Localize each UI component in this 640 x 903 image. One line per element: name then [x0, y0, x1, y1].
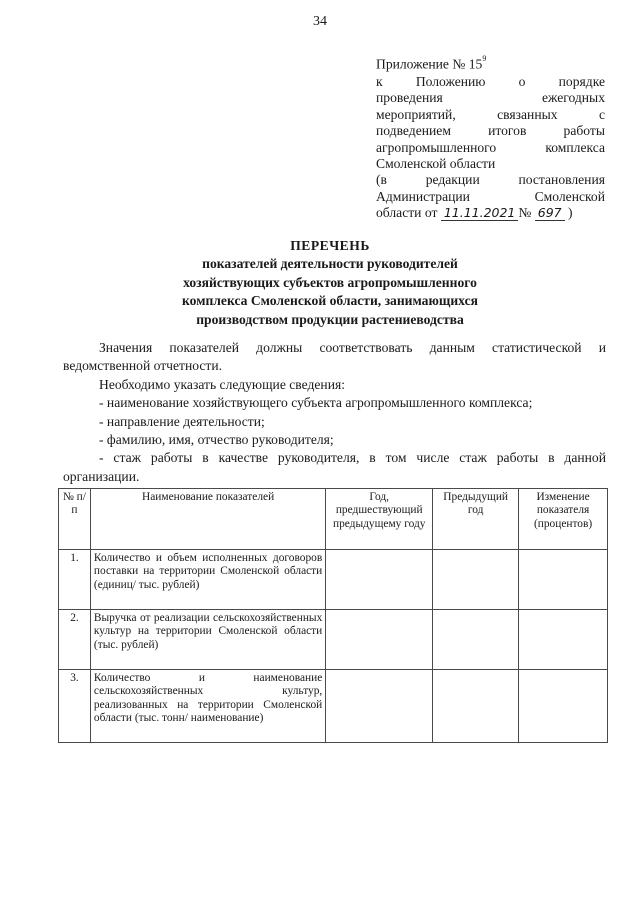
title-subtitle-line: хозяйствующих субъектов агропромышленного [183, 274, 477, 290]
row-value-year-before-previous[interactable] [326, 550, 433, 610]
header-cell-change: Изменение показателя (процентов) [519, 489, 608, 550]
document-title [120, 237, 540, 329]
row-value-year-before-previous[interactable] [326, 670, 433, 743]
table-row [59, 670, 608, 743]
appendix-line: мероприятий, связанных с [376, 106, 605, 122]
table-header-row [59, 489, 608, 550]
appendix-line: Администрации Смоленской [376, 188, 605, 204]
number-sign: № [518, 205, 532, 221]
body-list-item: - наименование хозяйствующего субъекта агропромышленного комплекса; [99, 395, 533, 411]
handwritten-number: 697 [535, 206, 565, 221]
appendix-title [376, 53, 605, 73]
page-number: 34 [313, 14, 327, 29]
handwritten-date: 11.11.2021 [441, 206, 519, 221]
row-number: 1. [59, 550, 91, 610]
appendix-line: проведения ежегодных [376, 90, 605, 106]
header-cell-year-before-previous: Год, предшествующий предыдущему году [326, 489, 433, 550]
row-number: 2. [59, 610, 91, 670]
body-list-item: - фамилию, имя, отчество руководителя; [99, 432, 334, 448]
title-subtitle-line: показателей деятельности руководителей [202, 256, 458, 272]
body-paragraph: Необходимо указать следующие сведения: [99, 376, 346, 392]
row-value-change[interactable] [519, 550, 608, 610]
header-cell-previous-year: Предыдущий год [433, 489, 519, 550]
appendix-line: агропромышленного комплекса [376, 139, 605, 155]
row-indicator-name: Выручка от реализации сельскохозяйственных культур на территории Смоленской области (тыс. рублей) [90, 610, 325, 670]
table-row [59, 550, 608, 610]
appendix-last-line [376, 205, 605, 221]
body-text [63, 339, 606, 486]
appendix-block [376, 53, 605, 222]
header-cell-number: № п/п [59, 489, 91, 550]
title-main: ПЕРЕЧЕНЬ [290, 238, 370, 253]
closing-paren: ) [568, 205, 573, 221]
appendix-title-text: Приложение № 15 [376, 56, 483, 72]
row-number: 3. [59, 670, 91, 743]
appendix-last-line-prefix: области от [376, 205, 438, 221]
body-list-item: - стаж работы в качестве руководителя, в том числе стаж работы в данной организации. [63, 450, 606, 484]
header-cell-name: Наименование показателей [90, 489, 325, 550]
row-value-previous-year[interactable] [433, 670, 519, 743]
row-value-year-before-previous[interactable] [326, 610, 433, 670]
title-subtitle-line: производством продукции растениеводства [196, 311, 464, 327]
appendix-line: к Положению о порядке [376, 73, 605, 89]
table-row [59, 610, 608, 670]
row-value-previous-year[interactable] [433, 610, 519, 670]
appendix-line: (в редакции постановления [376, 172, 605, 188]
body-list-item: - направление деятельности; [99, 413, 265, 429]
row-indicator-name: Количество и объем исполненных договоров поставки на территории Смоленской области (единиц/ тыс. рублей) [90, 550, 325, 610]
row-indicator-name: Количество и наименование сельскохозяйственных культур, реализованных на территории Смоленской области (тыс. тонн/ наименование) [90, 670, 325, 743]
row-value-previous-year[interactable] [433, 550, 519, 610]
title-subtitle-line: комплекса Смоленской области, занимающихся [182, 293, 478, 309]
appendix-title-superscript: 9 [482, 54, 487, 63]
appendix-line: подведением итогов работы [376, 123, 605, 139]
indicators-table [58, 488, 608, 743]
row-value-change[interactable] [519, 670, 608, 743]
body-paragraph: Значения показателей должны соответствовать данным статистической и ведомственной отчетности. [63, 340, 606, 374]
row-value-change[interactable] [519, 610, 608, 670]
appendix-line: Смоленской области [376, 155, 496, 171]
